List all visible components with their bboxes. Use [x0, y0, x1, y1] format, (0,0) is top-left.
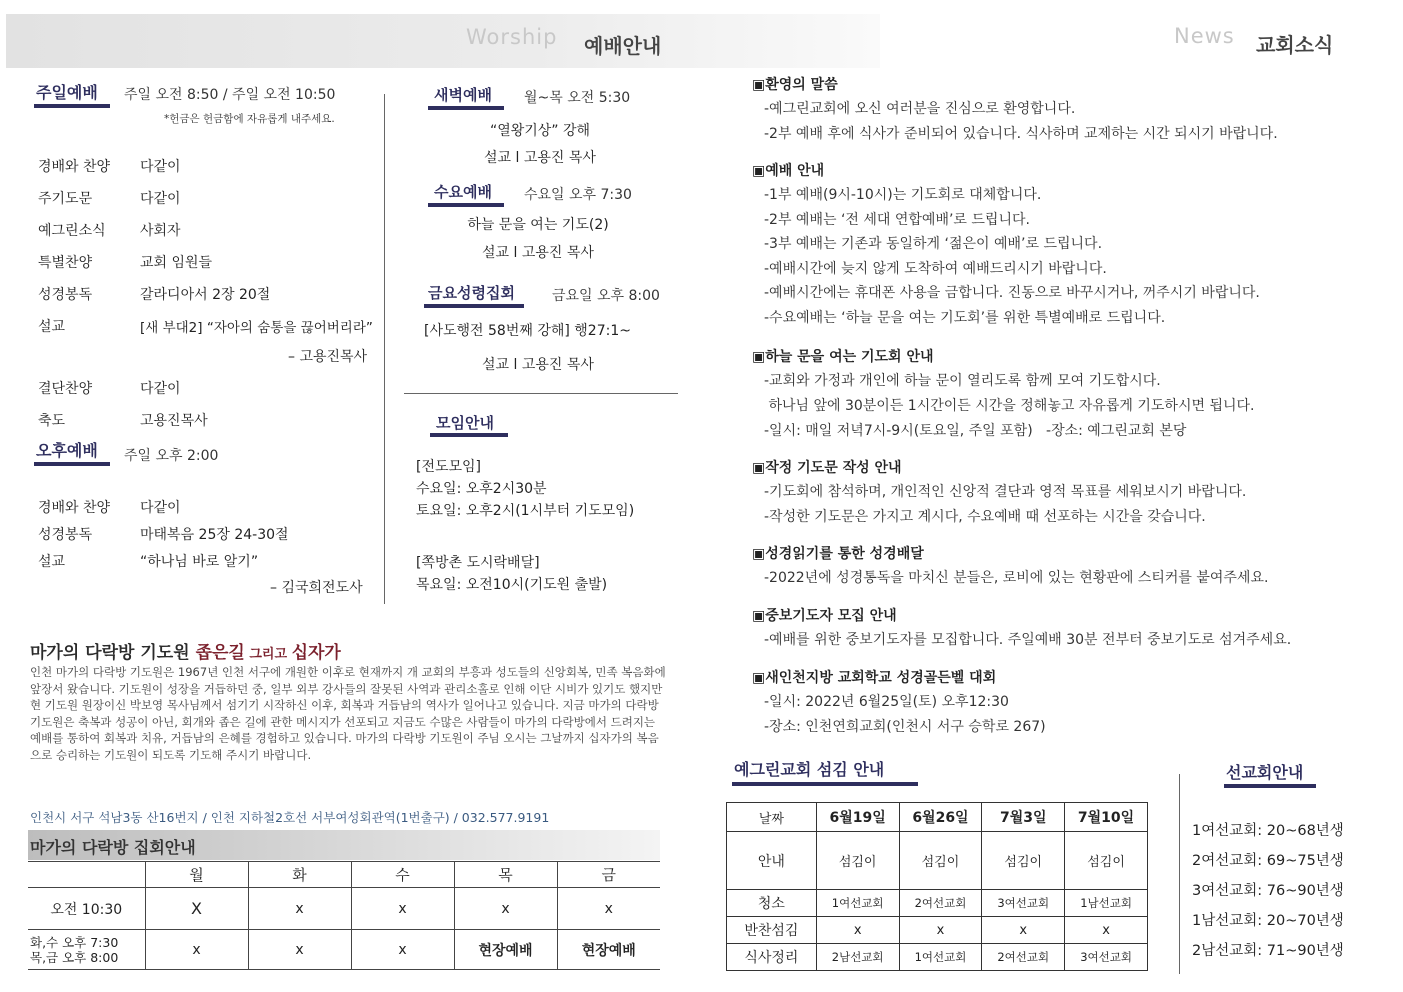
- order-value: 갈라디아서 2장 20절: [140, 287, 271, 303]
- maga-title: [30, 638, 341, 663]
- news-line: -2부 예배 후에 식사가 준비되어 있습니다. 식사하며 교제하는 시간 되시기 바랍니다.: [764, 126, 1278, 142]
- news-line: -예배를 위한 중보기도자를 모집합니다. 주일예배 30분 전부터 중보기도로 섬겨주세요.: [764, 632, 1292, 648]
- schedule-corner: [28, 862, 145, 888]
- serving-header-cell: 날짜: [727, 803, 817, 832]
- mission-divider: [1179, 774, 1180, 974]
- schedule-day: 수: [351, 862, 454, 888]
- serving-date: 7월3일: [982, 803, 1065, 832]
- serving-cell: x: [1065, 917, 1148, 944]
- meetings-group1: [416, 456, 634, 522]
- serving-role: 안내: [727, 832, 817, 890]
- serving-date: 6월26일: [899, 803, 982, 832]
- serving-title: 예그린교회 섬김 안내: [734, 760, 885, 779]
- friday-line2: 설교 l 고용진 목사: [482, 357, 594, 373]
- news-title: ▣새인천지방 교회학교 성경골든벨 대회: [752, 670, 997, 686]
- wednesday-title: 수요예배: [434, 183, 492, 201]
- group1-line: 수요일: 오후2시30분: [416, 481, 547, 497]
- worship-ko-heading: 예배안내: [584, 34, 662, 58]
- news-title: ▣작정 기도문 작성 안내: [752, 460, 902, 476]
- sunday-preacher: – 고용진목사: [288, 349, 368, 365]
- afternoon-preacher: – 김국희전도사: [270, 580, 363, 596]
- order-row: [38, 551, 378, 578]
- dawn-title: 새벽예배: [434, 86, 492, 104]
- maga-title-cross: 십자가: [291, 643, 341, 663]
- serving-role: 반찬섬김: [727, 917, 817, 944]
- dawn-line1: “열왕기상” 강해: [489, 123, 591, 139]
- mission-line: 1남선교회: 20~70년생: [1192, 913, 1344, 929]
- group1-title: [전도모임]: [416, 459, 482, 475]
- group2-line: 목요일: 오전10시(기도원 출발): [416, 577, 608, 593]
- schedule-table: [28, 861, 660, 970]
- order-value: 다같이: [140, 381, 181, 397]
- order-label: 예그린소식: [38, 223, 106, 239]
- order-row: [38, 284, 378, 316]
- friday-underline: [424, 304, 524, 308]
- news-line: -교회와 가정과 개인에 하늘 문이 열리도록 함께 모여 기도합시다.: [764, 373, 1161, 389]
- order-row: [38, 378, 378, 410]
- dawn-underline: [428, 106, 504, 110]
- offering-note: *헌금은 헌금함에 자유롭게 내주세요.: [164, 113, 335, 125]
- maga-title-and: 그리고: [244, 647, 292, 662]
- news-item: [752, 543, 1392, 605]
- schedule-header-row: [28, 862, 660, 888]
- news-line: 하나님 앞에 30분이든 1시간이든 시간을 정해놓고 자유롭게 기도하시면 됩니다.: [764, 398, 1255, 414]
- order-row: [38, 156, 378, 188]
- schedule-cell: x: [454, 888, 557, 930]
- schedule-cell: x: [248, 888, 351, 930]
- afternoon-order: [38, 497, 378, 578]
- news-item: [752, 667, 1392, 742]
- news-title: ▣환영의 말씀: [752, 77, 838, 93]
- news-column: [752, 74, 1392, 742]
- news-item: [752, 160, 1392, 346]
- maga-title-a: 마가의 다락방 기도원: [30, 643, 196, 663]
- order-value: 다같이: [140, 159, 181, 175]
- order-label: 경배와 찬양: [38, 500, 111, 516]
- header-bar: [6, 14, 880, 68]
- schedule-cell: 현장예배: [454, 930, 557, 970]
- sunday-order: [38, 156, 378, 346]
- serving-cell: 2남선교회: [816, 944, 899, 971]
- news-line: -예그린교회에 오신 여러분을 진심으로 환영합니다.: [764, 101, 1076, 117]
- friday-line1: [사도행전 58번째 강해] 행27:1~: [424, 323, 631, 339]
- sunday-underline: [34, 104, 110, 108]
- news-line: -2022년에 성경통독을 마치신 분들은, 로비에 있는 현황판에 스티커를 붙여주세요.: [764, 570, 1269, 586]
- group1-line: 토요일: 오후2시(1시부터 기도모임): [416, 503, 635, 519]
- news-title: ▣예배 안내: [752, 163, 825, 179]
- wednesday-line2: 설교 l 고용진 목사: [482, 245, 594, 261]
- friday-title: 금요성령집회: [428, 284, 515, 302]
- wednesday-underline: [428, 203, 504, 207]
- maga-address: 인천시 서구 석남3동 산16번지 / 인천 지하철2호선 서부여성회관역(1번출구) / 032.577.9191: [30, 810, 550, 825]
- schedule-day: 화: [248, 862, 351, 888]
- schedule-title: 마가의 다락방 집회안내: [30, 838, 196, 857]
- serving-table: [726, 802, 1148, 971]
- serving-row: [727, 890, 1148, 917]
- news-line: -예배시간에는 휴대폰 사용을 금합니다. 진동으로 바꾸시거나, 꺼주시기 바랍니다.: [764, 285, 1260, 301]
- sunday-times: 주일 오전 8:50 / 주일 오전 10:50: [124, 87, 336, 103]
- schedule-time-evening: [28, 930, 145, 970]
- news-line: -일시: 매일 저녁7시-9시(토요일, 주일 포함) -장소: 예그린교회 본당: [764, 423, 1187, 439]
- afternoon-underline: [34, 462, 110, 466]
- sunday-title: 주일예배: [36, 83, 98, 102]
- order-label: 결단찬양: [38, 381, 93, 397]
- order-row: [38, 188, 378, 220]
- schedule-day: 금: [557, 862, 660, 888]
- schedule-row: [28, 888, 660, 930]
- order-value: “하나님 바로 알기”: [140, 554, 259, 570]
- serving-cell: 섬김이: [982, 832, 1065, 890]
- serving-cell: 3여선교회: [982, 890, 1065, 917]
- mission-line: 3여선교회: 76~90년생: [1192, 883, 1344, 899]
- schedule-cell: x: [351, 930, 454, 970]
- news-item: [752, 346, 1392, 457]
- schedule-time-line: 화,수 오후 7:30: [30, 934, 119, 950]
- news-ko-heading: 교회소식: [1256, 33, 1334, 57]
- meetings-title: 모임안내: [436, 414, 494, 432]
- serving-cell: 1여선교회: [899, 944, 982, 971]
- meetings-divider: [404, 393, 678, 394]
- news-en-heading: News: [1174, 24, 1235, 48]
- news-line: -일시: 2022년 6월25일(토) 오후12:30: [764, 694, 1009, 710]
- news-item: [752, 74, 1392, 160]
- group2-title: [쪽방촌 도시락배달]: [416, 555, 540, 571]
- order-value: 고용진목사: [140, 413, 208, 429]
- order-label: 특별찬양: [38, 255, 93, 271]
- meetings-underline: [430, 433, 508, 437]
- schedule-cell: x: [557, 888, 660, 930]
- news-line: -작성한 기도문은 가지고 계시다, 수요예배 때 선포하는 시간을 갖습니다.: [764, 509, 1206, 525]
- schedule-time: 오전 10:30: [28, 888, 145, 930]
- serving-row: [727, 944, 1148, 971]
- mission-underline: [1224, 784, 1316, 788]
- news-line: -1부 예배(9시-10시)는 기도회로 대체합니다.: [764, 187, 1042, 203]
- serving-cell: 2여선교회: [982, 944, 1065, 971]
- mission-line: 1여선교회: 20~68년생: [1192, 823, 1344, 839]
- serving-cell: x: [899, 917, 982, 944]
- news-title: ▣중보기도자 모집 안내: [752, 608, 897, 624]
- order-row: [38, 220, 378, 252]
- order-row: [38, 524, 378, 551]
- order-label: 주기도문: [38, 191, 93, 207]
- serving-underline: [732, 782, 918, 786]
- schedule-row: [28, 930, 660, 970]
- mission-list: [1192, 816, 1344, 966]
- sunday-order-2: [38, 378, 378, 442]
- dawn-line2: 설교 l 고용진 목사: [484, 150, 596, 166]
- order-row: [38, 252, 378, 284]
- serving-cell: 1여선교회: [816, 890, 899, 917]
- news-line: -수요예배는 ‘하늘 문을 여는 기도회’를 위한 특별예배로 드립니다.: [764, 309, 1166, 326]
- wednesday-time: 수요일 오후 7:30: [524, 187, 632, 203]
- serving-row: [727, 832, 1148, 890]
- news-line: -3부 예배는 기존과 동일하게 ‘젊은이 예배’로 드립니다.: [764, 236, 1103, 252]
- order-row: [38, 316, 378, 346]
- column-divider: [384, 94, 385, 604]
- schedule-cell: X: [145, 888, 248, 930]
- serving-row: [727, 917, 1148, 944]
- schedule-cell: 현장예배: [557, 930, 660, 970]
- serving-date: 6월19일: [816, 803, 899, 832]
- mission-title: 선교회안내: [1226, 763, 1304, 782]
- order-label: 설교: [38, 554, 66, 570]
- mission-line: 2남선교회: 71~90년생: [1192, 943, 1344, 959]
- serving-cell: 섬김이: [1065, 832, 1148, 890]
- wednesday-line1: 하늘 문을 여는 기도(2): [467, 217, 609, 233]
- news-title: ▣성경읽기를 통한 성경배달: [752, 546, 924, 562]
- order-value: 다같이: [140, 191, 181, 207]
- order-label: 성경봉독: [38, 287, 93, 303]
- order-label: 축도: [38, 413, 66, 429]
- serving-cell: 2여선교회: [899, 890, 982, 917]
- serving-cell: x: [816, 917, 899, 944]
- serving-cell: 1남선교회: [1065, 890, 1148, 917]
- news-line: -기도회에 참석하며, 개인적인 신앙적 결단과 영적 목표를 세워보시기 바랍니다.: [764, 484, 1247, 500]
- news-line: -2부 예배는 ‘전 세대 연합예배’로 드립니다.: [764, 211, 1030, 228]
- serving-date: 7월10일: [1065, 803, 1148, 832]
- schedule-cell: x: [248, 930, 351, 970]
- order-value: 마태복음 25장 24-30절: [140, 527, 289, 543]
- schedule-day: 월: [145, 862, 248, 888]
- order-label: 경배와 찬양: [38, 159, 111, 175]
- news-line: -장소: 인천연희교회(인천시 서구 승학로 267): [764, 719, 1046, 735]
- worship-en-heading: Worship: [466, 25, 558, 49]
- order-value: 교회 임원들: [140, 255, 213, 271]
- serving-header-row: [727, 803, 1148, 832]
- news-item: [752, 605, 1392, 667]
- schedule-cell: x: [145, 930, 248, 970]
- schedule-cell: x: [351, 888, 454, 930]
- news-item: [752, 457, 1392, 543]
- dawn-time: 월~목 오전 5:30: [524, 90, 631, 106]
- serving-role: 청소: [727, 890, 817, 917]
- afternoon-title: 오후예배: [36, 441, 98, 460]
- news-line: -예배시간에 늦지 않게 도착하여 예배드리시기 바랍니다.: [764, 260, 1107, 277]
- serving-cell: 섬김이: [899, 832, 982, 890]
- order-value: [새 부대2] “자아의 숨통을 끊어버리라”: [140, 320, 373, 336]
- serving-cell: 3여선교회: [1065, 944, 1148, 971]
- order-value: 사회자: [140, 223, 181, 239]
- serving-cell: x: [982, 917, 1065, 944]
- order-label: 설교: [38, 319, 66, 335]
- meetings-group2: [416, 552, 607, 596]
- friday-time: 금요일 오후 8:00: [552, 288, 660, 304]
- afternoon-time: 주일 오후 2:00: [124, 448, 219, 464]
- order-row: [38, 497, 378, 524]
- serving-role: 식사정리: [727, 944, 817, 971]
- news-title: ▣하늘 문을 여는 기도회 안내: [752, 349, 934, 365]
- serving-cell: 섬김이: [816, 832, 899, 890]
- order-label: 성경봉독: [38, 527, 93, 543]
- order-value: 다같이: [140, 500, 181, 516]
- maga-paragraph: 인천 마가의 다락방 기도원은 1967년 인천 서구에 개원한 이후로 현재까지 개 교회의 부흥과 성도들의 신앙회복, 민족 복음화에 앞장서 왔습니다. 기도원이 성장을 거듭하던 중, 일부 외부 강사들의 잘못된 사역과 관리소홀로 인해 이단 시비가 있기도 했지만 현 기도원 원장이신 박보영 목사님께서 섬기기 시작하신 이후, 회복과 거듭남의 역사가 일어나고 있습니다. 지금 마가의 다락방 기도원은 축복과 성공이 아닌, 회개와 좁은 길에 관한 메시지가 선포되고 지금도 수많은 사람들이 마가의 다락방에서 드려지는 예배를 통하여 회복과 치유, 거듭남의 은혜를 경험하고 있습니다. 마가의 다락방 기도원이 주님 오시는 그날까지 십자가의 복음으로 승리하는 기도원이 되도록 기도해 주시기 바랍니다.: [30, 665, 666, 762]
- schedule-time-line: 목,금 오후 8:00: [30, 949, 119, 965]
- mission-line: 2여선교회: 69~75년생: [1192, 853, 1344, 869]
- maga-title-narrow: 좁은길: [195, 643, 245, 663]
- schedule-day: 목: [454, 862, 557, 888]
